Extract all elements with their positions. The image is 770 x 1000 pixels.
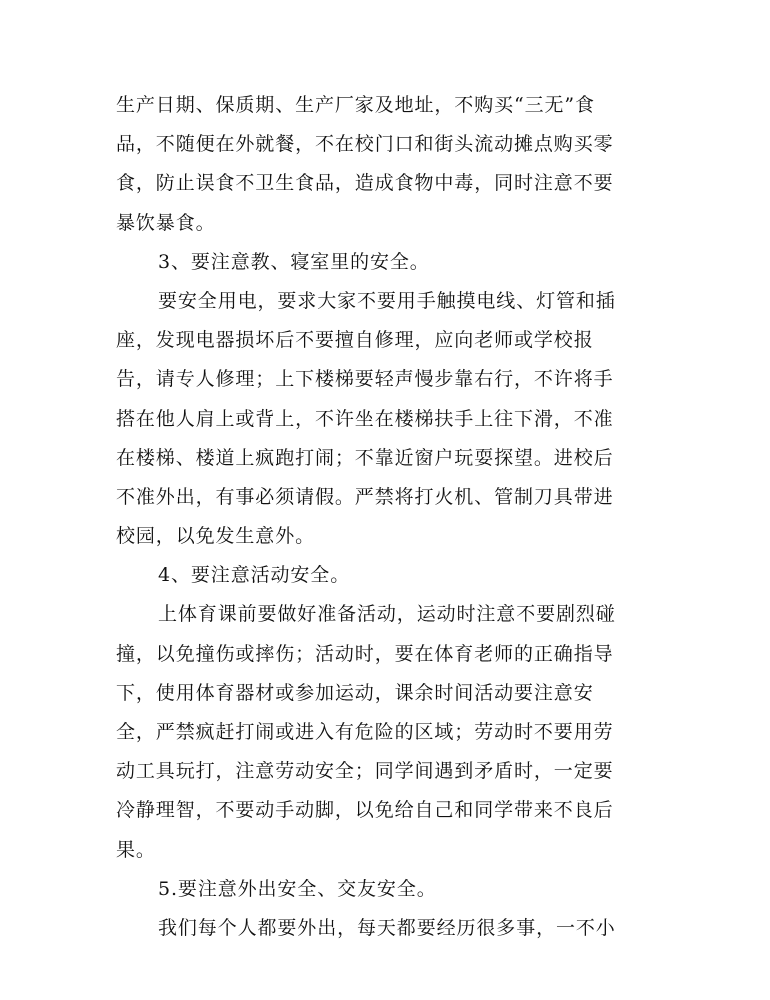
text-line: 食，防止误食不卫生食品，造成食物中毒，同时注意不要	[116, 172, 614, 195]
text-line: 全，严禁疯赶打闹或进入有危险的区域；劳动时不要用劳	[116, 721, 614, 743]
section-heading: 4、要注意活动安全。	[158, 564, 351, 587]
section-heading: 3、要注意教、寝室里的安全。	[158, 250, 430, 273]
text-line: 果。	[116, 838, 156, 861]
text-line: 撞，以免撞伤或摔伤；活动时，要在体育老师的正确指导	[116, 642, 614, 665]
text-line: 下，使用体育器材或参加运动，课余时间活动要注意安	[116, 681, 594, 704]
text-line: 我们每个人都要外出，每天都要经历很多事，一不小	[158, 916, 616, 939]
text-line: 校园，以免发生意外。	[116, 525, 316, 548]
document-page	[116, 86, 636, 948]
text-line: 暴饮暴食。	[116, 211, 216, 234]
text-line: 座，发现电器损坏后不要擅自修理，应向老师或学校报	[116, 329, 594, 352]
text-line: 生产日期、保质期、生产厂家及地址，不购买“三无”食	[116, 94, 595, 116]
text-line: 搭在他人肩上或背上，不许坐在楼梯扶手上往下滑，不准	[116, 407, 614, 430]
text-line: 品，不随便在外就餐，不在校门口和街头流动摊点购买零	[116, 133, 614, 156]
text-line: 动工具玩打，注意劳动安全；同学间遇到矛盾时，一定要	[116, 760, 614, 783]
section-heading: 5.要注意外出安全、交友安全。	[158, 877, 437, 900]
text-line: 不准外出，有事必须请假。严禁将打火机、管制刀具带进	[116, 485, 614, 508]
text-line: 冷静理智，不要动手动脚，以免给自己和同学带来不良后	[116, 799, 614, 822]
text-line: 告，请专人修理；上下楼梯要轻声慢步靠右行，不许将手	[116, 368, 614, 391]
text-line: 要安全用电，要求大家不要用手触摸电线、灯管和插	[158, 289, 616, 312]
text-line: 上体育课前要做好准备活动，运动时注意不要剧烈碰	[158, 603, 616, 626]
text-line: 在楼梯、楼道上疯跑打闹；不靠近窗户玩耍探望。进校后	[116, 446, 614, 469]
